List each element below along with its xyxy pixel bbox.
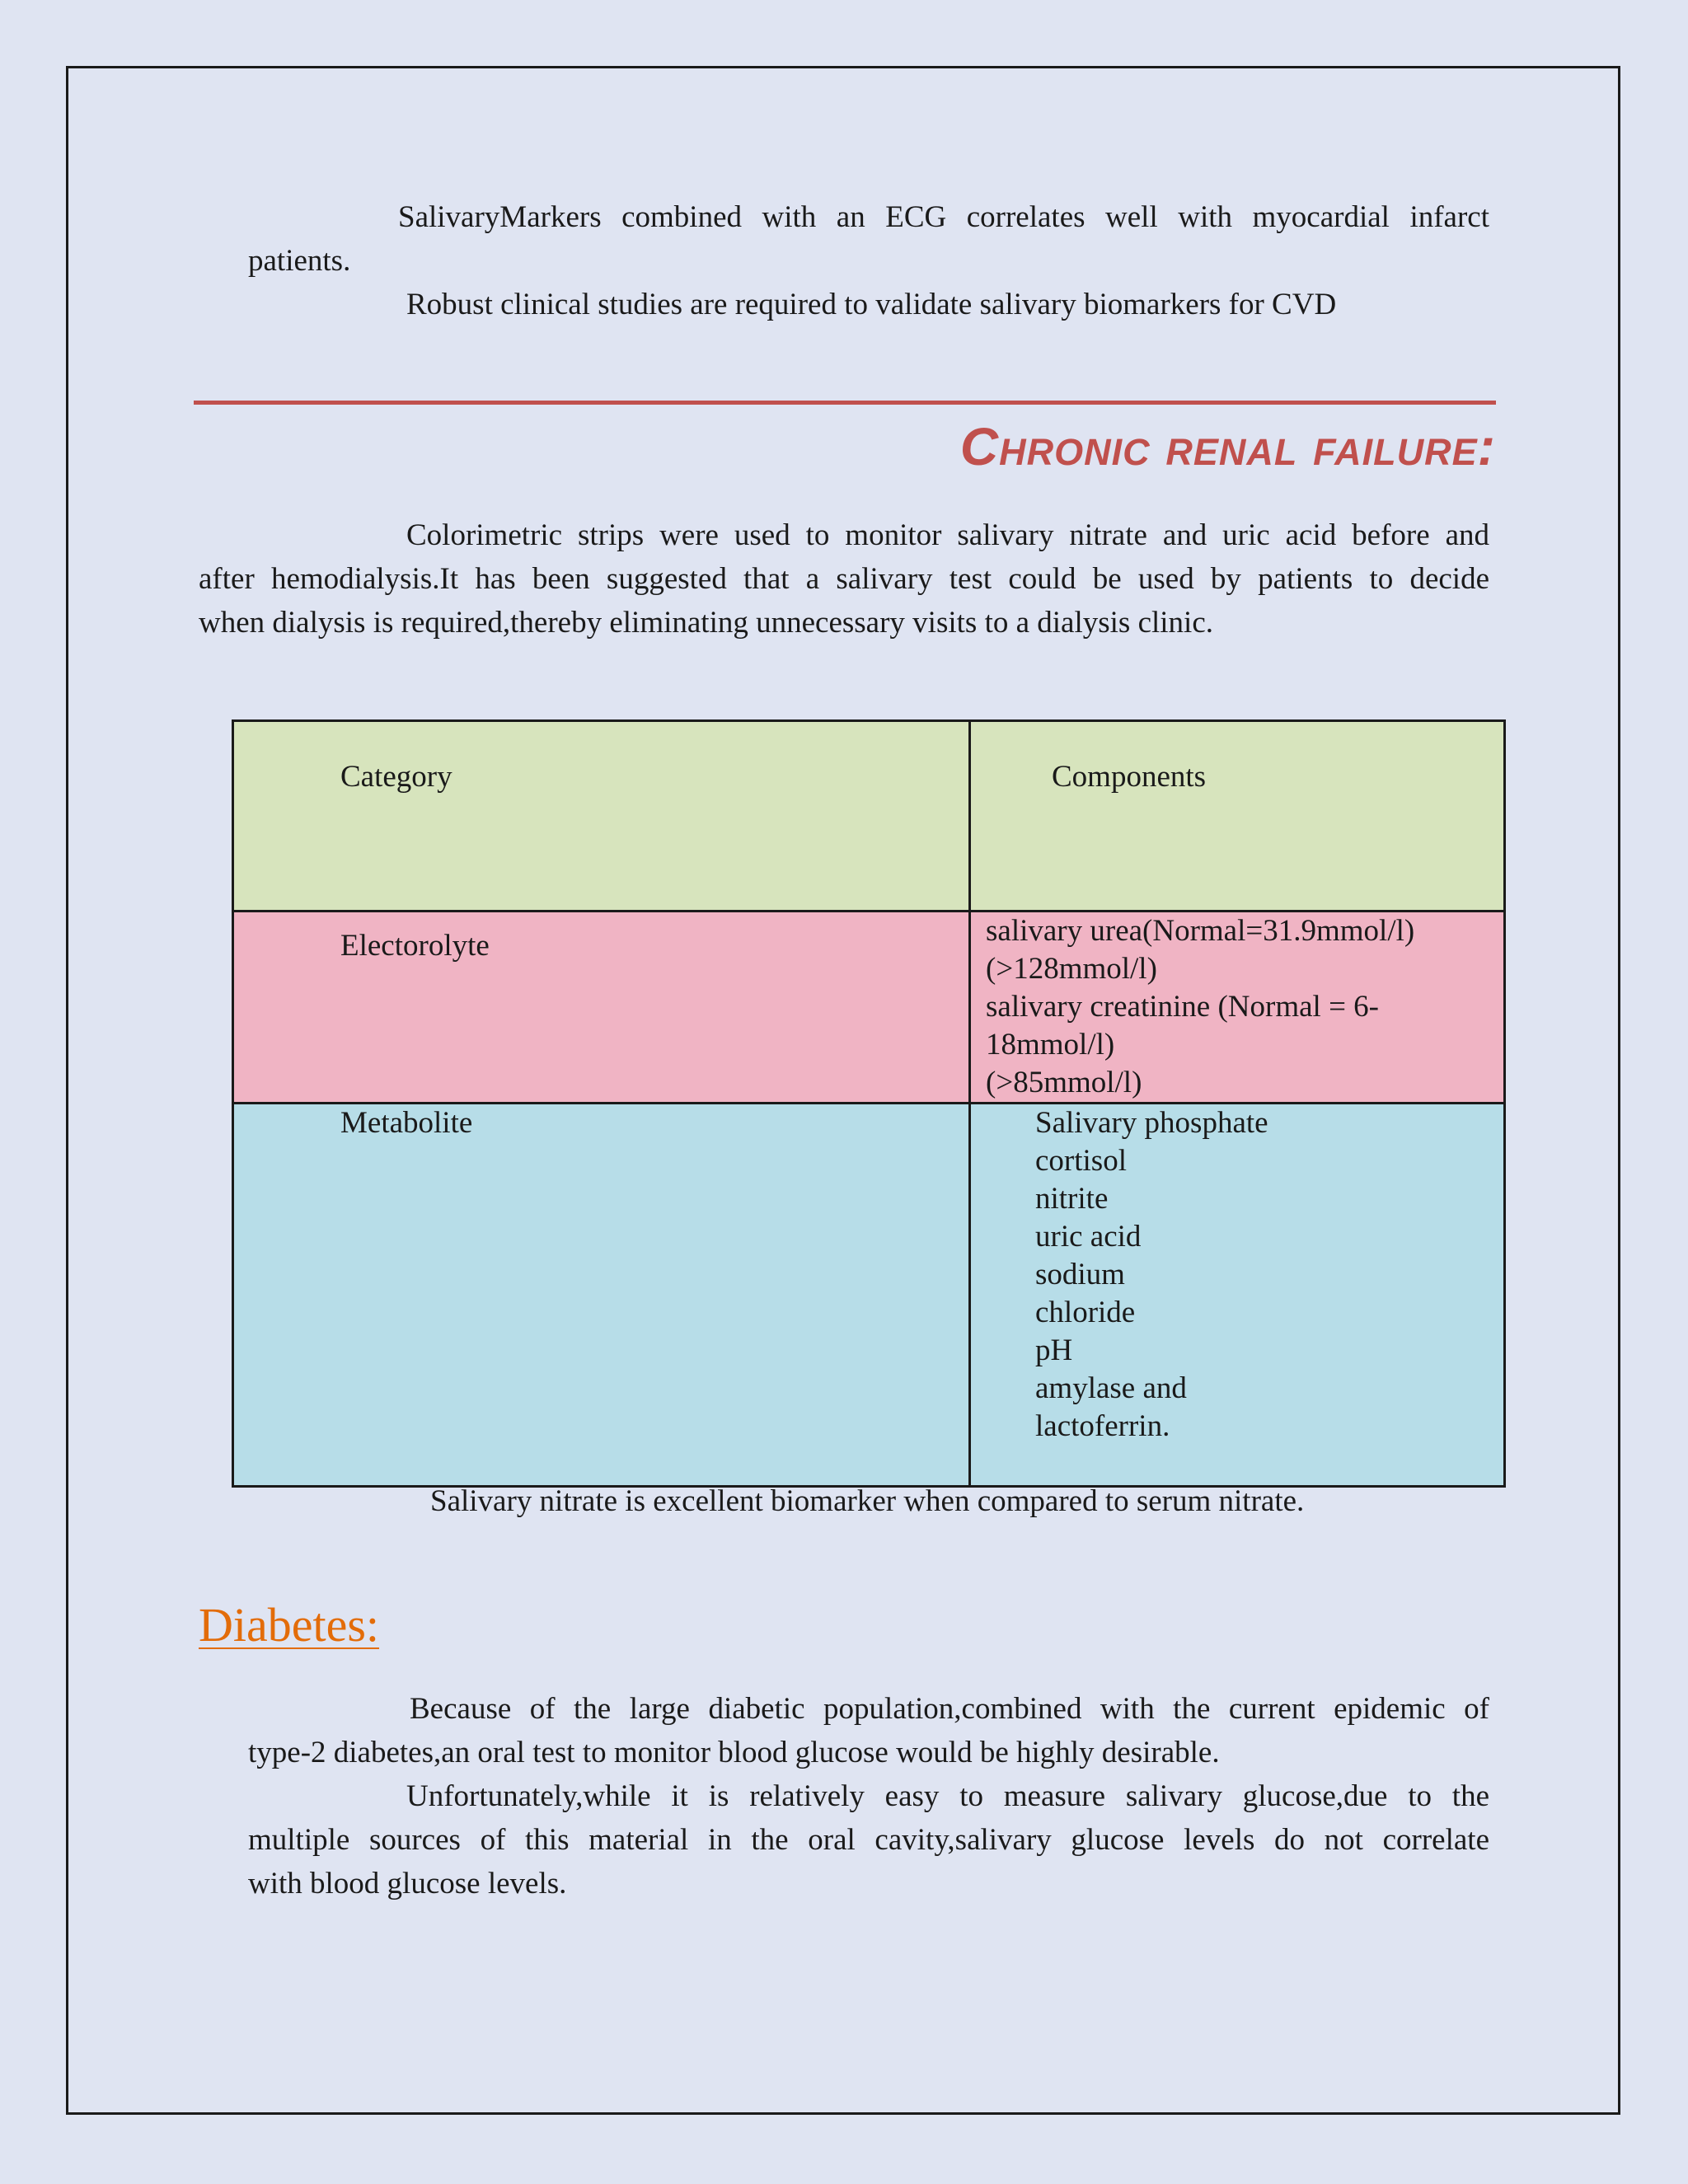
table-cell-category <box>233 1104 970 1487</box>
diabetes-paragraph-2-line-3: with blood glucose levels. <box>248 1867 567 1900</box>
intro-paragraph-2: Robust clinical studies are required to validate salivary biomarkers for CVD <box>406 288 1337 321</box>
component-item: pH <box>1035 1333 1073 1367</box>
diabetes-paragraph-1-line-2: type-2 diabetes,an oral test to monitor blood glucose would be highly desirable. <box>248 1736 1220 1769</box>
header-components-label: Components <box>1052 760 1207 794</box>
component-item: sodium <box>1035 1258 1125 1291</box>
table-row <box>233 1104 1505 1487</box>
nitrate-note: Salivary nitrate is excellent biomarker when compared to serum nitrate. <box>430 1484 1305 1518</box>
diabetes-paragraph-1-line-1: Because of the large diabetic population,combined with the current epidemic of <box>410 1692 1489 1726</box>
component-item: (>128mmol/l) <box>986 952 1157 986</box>
table-header-category <box>233 721 970 912</box>
component-item: amylase and <box>1035 1371 1187 1405</box>
category-label: Metabolite <box>340 1106 473 1140</box>
renal-paragraph-line-3: when dialysis is required,thereby eliminating unnecessary visits to a dialysis clinic. <box>199 606 1214 640</box>
table-header-components <box>970 721 1505 912</box>
header-category-label: Category <box>340 760 452 794</box>
table-row <box>233 912 1505 1104</box>
component-item: salivary urea(Normal=31.9mmol/l) <box>986 914 1415 948</box>
component-item: Salivary phosphate <box>1035 1106 1268 1140</box>
intro-paragraph-1-line-2: patients. <box>248 244 351 278</box>
component-item: chloride <box>1035 1296 1136 1329</box>
component-item: nitrite <box>1035 1182 1109 1216</box>
diabetes-paragraph-2-line-2: multiple sources of this material in the oral cavity,salivary glucose levels do not correlate <box>248 1823 1489 1857</box>
component-item: lactoferrin. <box>1035 1409 1170 1443</box>
component-item: cortisol <box>1035 1144 1127 1178</box>
component-item: uric acid <box>1035 1220 1142 1254</box>
table-header-row <box>233 721 1505 912</box>
table-cell-components <box>970 912 1505 1104</box>
category-label: Electorolyte <box>340 929 490 963</box>
renal-paragraph-line-1: Colorimetric strips were used to monitor salivary nitrate and uric acid before and <box>406 518 1489 552</box>
intro-paragraph-1-line-1: SalivaryMarkers combined with an ECG correlates well with myocardial infarct <box>398 200 1489 234</box>
table-cell-components <box>970 1104 1505 1487</box>
section-title-diabetes: Diabetes: <box>199 1598 380 1652</box>
section-title-renal: Chronic renal failure: <box>959 417 1496 476</box>
biomarker-table <box>232 719 1506 1488</box>
section-divider <box>194 401 1496 405</box>
renal-paragraph-line-2: after hemodialysis.It has been suggested that a salivary test could be used by patients to decide <box>199 562 1489 596</box>
component-item: (>85mmol/l) <box>986 1066 1142 1099</box>
table-cell-category <box>233 912 970 1104</box>
component-item: salivary creatinine (Normal = 6-18mmol/l) <box>986 990 1380 1062</box>
diabetes-paragraph-2-line-1: Unfortunately,while it is relatively easy to measure salivary glucose,due to the <box>406 1779 1489 1813</box>
